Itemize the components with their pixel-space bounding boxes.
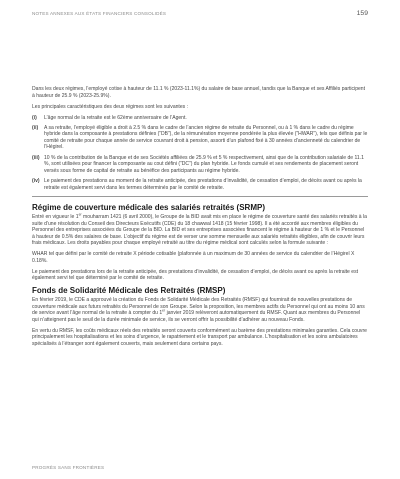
page-body (32, 86, 368, 352)
srmp-text-end: mouharram 1421 (6 avril 2000), le Groupe de la BID avait mis en place le régime de couverture santé des salariés retraités à la suite d’une résolution du Conseil des Directeurs Exécutifs (CDE) du 18 chawwal 1418 (15 février 1998). Il a été accordé aux membres éligibles du Personnel des entreprises associées du Groupe de la BID. La BID et ses entreprises associées financent le régime à hauteur de 1 % et le Personnel à hauteur de 0.5% des salaires de base. L’objectif du régime est de verser une somme mensuelle aux salariés retraités éligibles, afin de couvrir leurs frais médicaux. Les droits payables pour chaque employé retraité au titre du régime médical sont calculés selon la formule suivante : (32, 214, 367, 247)
intro-paragraph-characteristics: Les principales caractéristiques des deux régimes sont les suivantes : (32, 103, 188, 110)
rmsp-heading: Fonds de Solidarité Médicale des Retraités (RMSP) (32, 286, 226, 296)
list-item-text: L’âge normal de la retraite est le 62ème anniversaire de l’Agent. (44, 114, 187, 121)
list-item (32, 125, 368, 151)
ordinal-suffix: er (78, 212, 82, 217)
list-item-text: 10 % de la contribution de la Banque et de ses Sociétés affiliées de 25.9 % et 5 % respectivement, ainsi que de la contribution salariale de 11.1 %, sont utilisées pour financer la composante au cout défini (“DC”) du plan hybride. Le fonds cumulé et ses rendements de placement seront versés sous forme de capital de retraite au bénéfice des participants au régime hybride. (44, 154, 364, 174)
list-item-text: Le paiement des prestations au moment de la retraite anticipée, des prestations d’invalidité, de cessation d’emploi, de décès avant ou après la retraite est également servi dans les termes déterminés par le comité de retraite. (44, 178, 362, 191)
rmsp-text-end: janvier 2019 relèveront automatiquement du RMSF. Quant aux membres du Personnel qui n’atteignent pas le seuil de la durée minimale de service, ils se verront offrir la possibilité d’adhérer au nouveau Fonds. (32, 310, 361, 323)
list-item-number: (i) (32, 114, 37, 121)
running-header-title: NOTES ANNEXES AUX ÉTATS FINANCIERS CONSOLIDÉS (32, 11, 167, 16)
srmp-heading: Régime de couverture médicale des salariés retraités (SRMP) (32, 203, 265, 213)
list-item-number: (iv) (32, 178, 40, 185)
section-divider (32, 196, 368, 197)
page-footer: PROGRÈS SANS FRONTIÈRES (32, 465, 105, 470)
list-item (32, 115, 368, 122)
page-header (32, 10, 368, 17)
list-item-number: (ii) (32, 124, 39, 131)
list-item (32, 178, 368, 191)
list-item (32, 155, 368, 175)
srmp-paragraph-overview (32, 214, 368, 247)
list-item-text: A sa retraite, l’employé éligible a droit à 2.5 % dans le cadre de l’ancien régime de retraite du Personnel, ou à 1 % dans le cadre du régime hybride dans la composante à prestations définies (“DB”), de la rémunération moyenne pondérée la plus élevée (“HWAR”), tels que définis par le comité de retraite pour chaque année de service couvrant droit à pension, assorti d’un plafond fixé à 30 années d’ancienneté du calendrier de l’Hégirel. (44, 124, 368, 151)
intro-paragraph-contributions: Dans les deux régimes, l’employé cotise à hauteur de 11.1 % (2023-11.1%) du salaire de base annuel, tandis que la Banque et ses Affiliés participent à hauteur de 25.9 % (2023-25.9%). (32, 86, 366, 99)
rmsp-paragraph-creation (32, 297, 368, 323)
ordinal-suffix: er (162, 308, 166, 313)
rmsp-paragraph-coverage: En vertu du RMSF, les coûts médicaux réels des retraités seront couverts conformément au barème des prestations minimales garanties. Cela couvre principalement les hospitalisations et les soins d’urgence, le rapatriement et le transport par ambulance. L’hospitalisation et les soins ambulatoires spécialisés à l’étranger sont également couverts, mais seulement dans certains pays. (32, 327, 367, 347)
list-item-number: (iii) (32, 154, 40, 161)
srmp-paragraph-benefits: Le paiement des prestations lors de la retraite anticipée, des prestations d’invalidité, de cessation d’emploi, de décès avant ou après la retraite est également servi tel que déterminé par le comité de retraite. (32, 268, 358, 282)
rmsp-text-start: En février 2019, le CDE a approuvé la création du Fonds de Solidarité Médicale des Retraités (RMSF) qui fournirait de nouvelles prestations de couverture médicale aux futurs retraités du Personnel de son Groupe. Selon la proposition, les membres actifs du Personnel qui ont au moins 10 ans de service avant l’âge normal de la retraite à compter du 1 (32, 297, 365, 317)
characteristics-list (32, 115, 368, 191)
srmp-paragraph-formula: WHAR tel que défini par le comité de retraite X période cotisable (plafonnée à un maximum de 30 années de service du calendrier de l’Hégirel X 0.18%. (32, 251, 355, 264)
page-number: 159 (356, 10, 368, 17)
srmp-text-start: Entré en vigueur le 1 (32, 214, 79, 221)
